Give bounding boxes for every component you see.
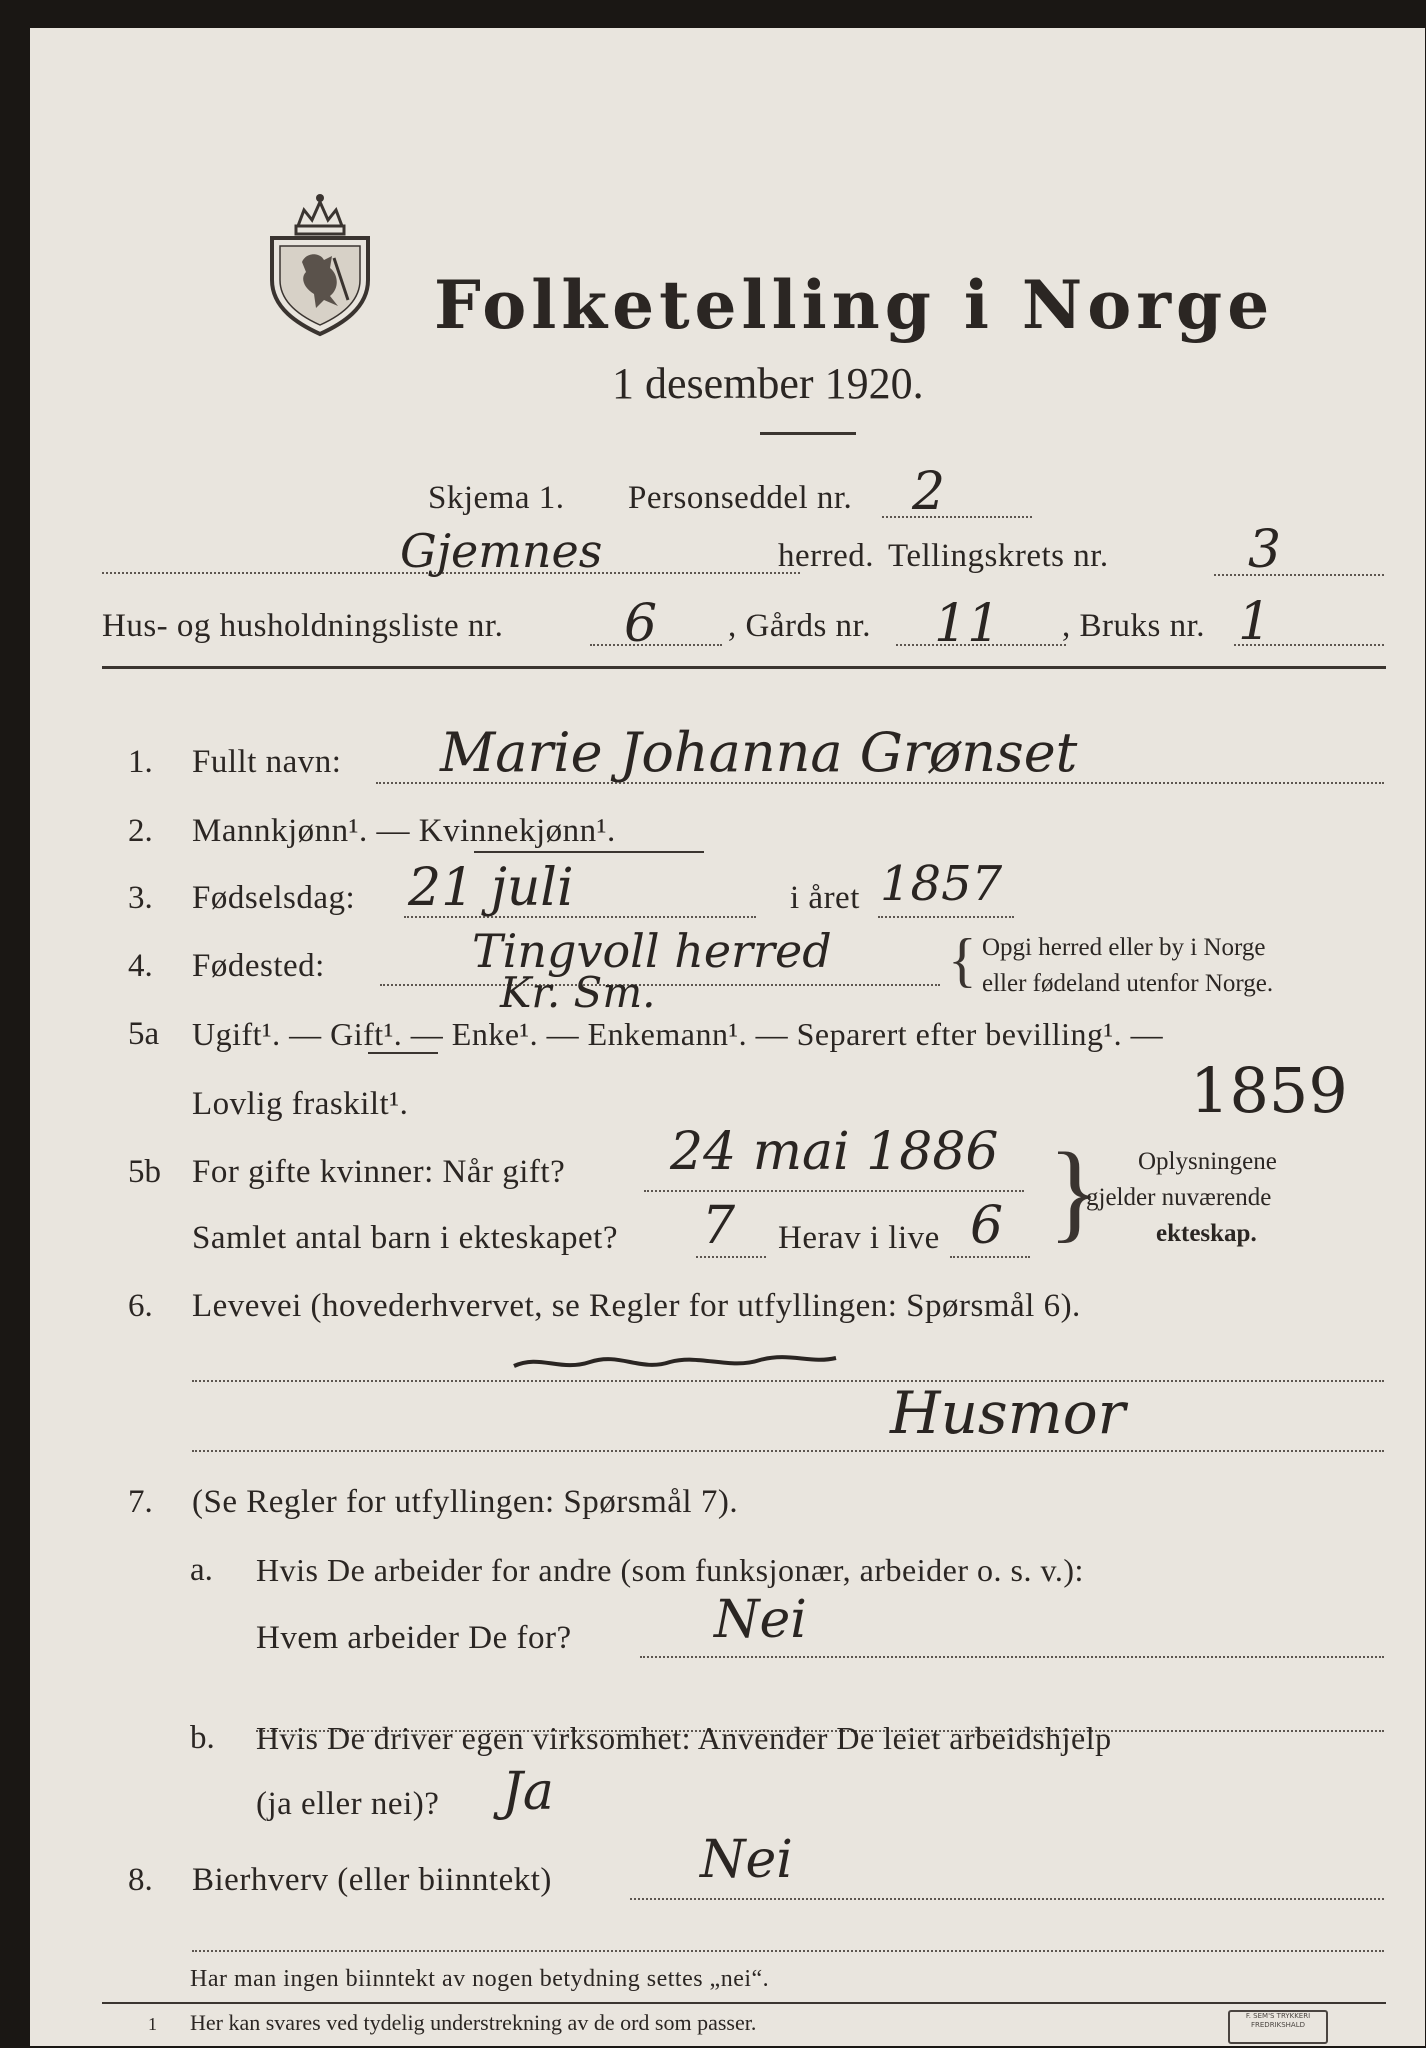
q8-line2	[192, 1950, 1384, 1952]
q2-number: 2.	[128, 813, 153, 849]
skjema-label: Skjema 1.	[428, 480, 565, 516]
q4-note-line2: eller fødeland utenfor Norge.	[982, 970, 1274, 997]
q7b-value[interactable]: Ja	[502, 1762, 554, 1822]
q4-value[interactable]: Tingvoll herred	[472, 924, 832, 978]
q5b-value2[interactable]: 7	[702, 1196, 736, 1256]
footer-divider	[102, 2002, 1386, 2004]
q8-line	[630, 1898, 1384, 1900]
q7b-letter: b.	[190, 1720, 215, 1756]
q5a-number: 5a	[128, 1016, 160, 1052]
q7a-line	[640, 1656, 1384, 1658]
q2-label: Mannkjønn¹. — Kvinnekjønn¹.	[192, 813, 616, 849]
q4-note-line1: Opgi herred eller by i Norge	[982, 934, 1266, 961]
herred-value[interactable]: Gjemnes	[400, 524, 603, 578]
printer-stamp	[1228, 2010, 1328, 2044]
q3-year-line	[878, 916, 1014, 918]
q6-value[interactable]: Husmor	[890, 1379, 1126, 1447]
q4-extra-value[interactable]: Kr. Sm.	[500, 968, 656, 1017]
q6-number: 6.	[128, 1288, 153, 1324]
q8-value[interactable]: Nei	[700, 1830, 793, 1890]
husliste-label: Hus- og husholdningsliste nr.	[102, 608, 504, 644]
q7b-label2: (ja eller nei)?	[256, 1786, 440, 1822]
q5b-note-line2: gjelder nuværende	[1086, 1184, 1272, 1211]
q5b-line	[644, 1190, 1024, 1192]
q5b-note-line1: Oplysningene	[1138, 1148, 1277, 1175]
q1-label: Fullt navn:	[192, 744, 342, 780]
q6-label: Levevei (hovederhvervet, se Regler for utfyllingen: Spørsmål 6).	[192, 1288, 1081, 1324]
q3-number: 3.	[128, 880, 153, 916]
q5b-value[interactable]: 24 mai 1886	[670, 1122, 999, 1182]
footnote: Her kan svares ved tydelig understrekning av de ord som passer.	[190, 2010, 757, 2035]
q7-label: (Se Regler for utfyllingen: Spørsmål 7).	[192, 1484, 739, 1520]
tellingskrets-line	[1214, 574, 1384, 576]
gards-label: , Gårds nr.	[728, 608, 871, 644]
printer-stamp-line1: F. SEM'S TRYKKERI	[1245, 2012, 1311, 2020]
bruks-label: , Bruks nr.	[1062, 608, 1206, 644]
q6-cancel-stroke	[510, 1348, 840, 1378]
q8-number: 8.	[128, 1862, 153, 1898]
tellingskrets-label: Tellingskrets nr.	[888, 538, 1109, 574]
q5a-label2: Lovlig fraskilt¹.	[192, 1086, 409, 1122]
census-date: 1 desember 1920.	[612, 359, 924, 408]
personseddel-line	[882, 516, 1032, 518]
q5b-number: 5b	[128, 1154, 161, 1190]
biinntekt-note: Har man ingen biinntekt av nogen betydning settes „nei“.	[190, 1966, 770, 1992]
q5a-margin-value[interactable]: 1859	[1190, 1054, 1348, 1127]
coat-of-arms-icon	[260, 188, 380, 338]
q5b-note-brace: }	[1048, 1130, 1101, 1252]
title-divider	[760, 432, 856, 435]
q7a-label: Hvis De arbeider for andre (som funksjonær, arbeider o. s. v.):	[256, 1552, 1084, 1588]
q5b-label3: Herav i live	[778, 1220, 940, 1256]
header-divider	[102, 666, 1386, 669]
census-form	[30, 28, 1425, 2046]
q1-value[interactable]: Marie Johanna Grønset	[440, 721, 1078, 784]
personseddel-label: Personseddel nr.	[628, 480, 853, 516]
q5b-value3[interactable]: 6	[970, 1196, 1004, 1256]
form-title: Folketelling i Norge	[434, 266, 1275, 344]
footnote-number: 1	[148, 2014, 157, 2034]
q4-label: Fødested:	[192, 948, 325, 984]
q3-value[interactable]: 21 juli	[408, 858, 574, 918]
q3-year-value[interactable]: 1857	[880, 856, 1003, 912]
q3-year-label: i året	[790, 880, 860, 916]
gards-value[interactable]: 11	[934, 594, 1001, 654]
q5a-label: Ugift¹. — Gift¹. — Enke¹. — Enkemann¹. — Separert efter bevilling¹. —	[192, 1016, 1164, 1052]
q5b-line2	[696, 1256, 766, 1258]
q4-note-brace: {	[948, 927, 977, 993]
q4-line	[380, 984, 940, 986]
q1-number: 1.	[128, 744, 153, 780]
q2-underline	[474, 851, 704, 853]
q7b-label: Hvis De driver egen virksomhet: Anvender De leiet arbeidshjelp	[256, 1720, 1112, 1756]
tellingskrets-value[interactable]: 3	[1248, 520, 1282, 580]
q6-line2	[192, 1450, 1384, 1452]
q3-label: Fødselsdag:	[192, 880, 356, 916]
q6-line1	[192, 1380, 1384, 1382]
q5b-line3	[950, 1256, 1030, 1258]
q8-label: Bierhverv (eller biinntekt)	[192, 1862, 552, 1898]
q4-number: 4.	[128, 948, 153, 984]
q7a-letter: a.	[190, 1552, 213, 1588]
personseddel-value[interactable]: 2	[912, 462, 946, 522]
q7-number: 7.	[128, 1484, 153, 1520]
q7a-label2: Hvem arbeider De for?	[256, 1620, 572, 1656]
bruks-value[interactable]: 1	[1238, 592, 1272, 652]
q5a-gift-underline	[368, 1052, 438, 1054]
q5b-label2: Samlet antal barn i ekteskapet?	[192, 1220, 619, 1256]
q5b-label: For gifte kvinner: Når gift?	[192, 1154, 566, 1190]
printer-stamp-line2: FREDRIKSHALD	[1250, 2021, 1305, 2029]
q5b-note-line3: ekteskap.	[1156, 1220, 1257, 1247]
herred-label: herred.	[778, 538, 875, 574]
husliste-value[interactable]: 6	[624, 594, 658, 654]
q7a-value[interactable]: Nei	[714, 1590, 807, 1650]
